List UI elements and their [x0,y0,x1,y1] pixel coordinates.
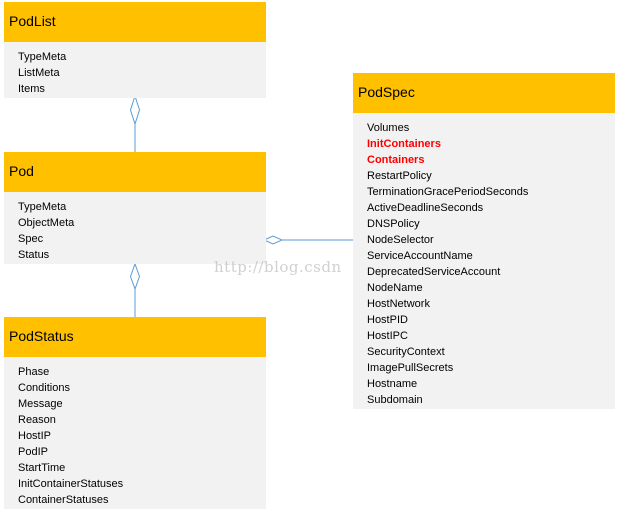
podlist-box [4,2,266,98]
field-hostip: HostIP [18,430,52,442]
pod-box [4,152,266,264]
podspec-title: PodSpec [353,73,615,113]
field-securitycontext: SecurityContext [367,346,445,358]
podstatus-box [4,317,266,509]
field-dnspolicy: DNSPolicy [367,218,420,230]
field-podip: PodIP [18,446,48,458]
field-message: Message [18,398,63,410]
podlist-fields [4,42,266,98]
field-initcontainers: InitContainers [367,138,441,150]
podlist-aggregation-diamond [131,96,140,124]
pod-title: Pod [4,152,266,192]
watermark: http://blog.csdn [214,258,342,276]
field-reason: Reason [18,414,56,426]
pod-fields [4,192,266,264]
podstatus-fields [4,357,266,509]
field-status: Status [18,249,50,261]
field-volumes: Volumes [367,122,410,134]
field-hostnetwork: HostNetwork [367,298,430,310]
field-conditions: Conditions [18,382,70,394]
field-serviceaccountname: ServiceAccountName [367,250,473,262]
podspec-fields [353,113,615,409]
field-activedeadlineseconds: ActiveDeadlineSeconds [367,202,484,214]
field-containers: Containers [367,154,425,166]
podstatus-title: PodStatus [4,317,266,357]
field-spec: Spec [18,233,44,245]
field-objectmeta: ObjectMeta [18,217,75,229]
field-starttime: StartTime [18,462,66,474]
field-hostname: Hostname [367,378,418,390]
field-initcontainerstatuses: InitContainerStatuses [18,478,124,490]
field-deprecatedserviceaccount: DeprecatedServiceAccount [367,266,501,278]
field-phase: Phase [18,366,50,378]
field-restartpolicy: RestartPolicy [367,170,432,182]
podspec-box [353,73,615,409]
podlist-title: PodList [4,2,266,42]
field-typemeta: TypeMeta [18,201,67,213]
field-hostpid: HostPID [367,314,408,326]
field-nodename: NodeName [367,282,423,294]
field-items: Items [18,83,45,95]
field-hostipc: HostIPC [367,330,408,342]
field-listmeta: ListMeta [18,67,60,79]
field-containerstatuses: ContainerStatuses [18,494,109,506]
field-subdomain: Subdomain [367,394,423,406]
field-terminationgraceperiodseconds: TerminationGracePeriodSeconds [367,186,529,198]
pod-spec-aggregation-diamond [264,236,282,244]
field-nodeselector: NodeSelector [367,234,434,246]
field-typemeta: TypeMeta [18,51,67,63]
field-imagepullsecrets: ImagePullSecrets [367,362,454,374]
pod-status-aggregation-diamond [131,264,140,289]
